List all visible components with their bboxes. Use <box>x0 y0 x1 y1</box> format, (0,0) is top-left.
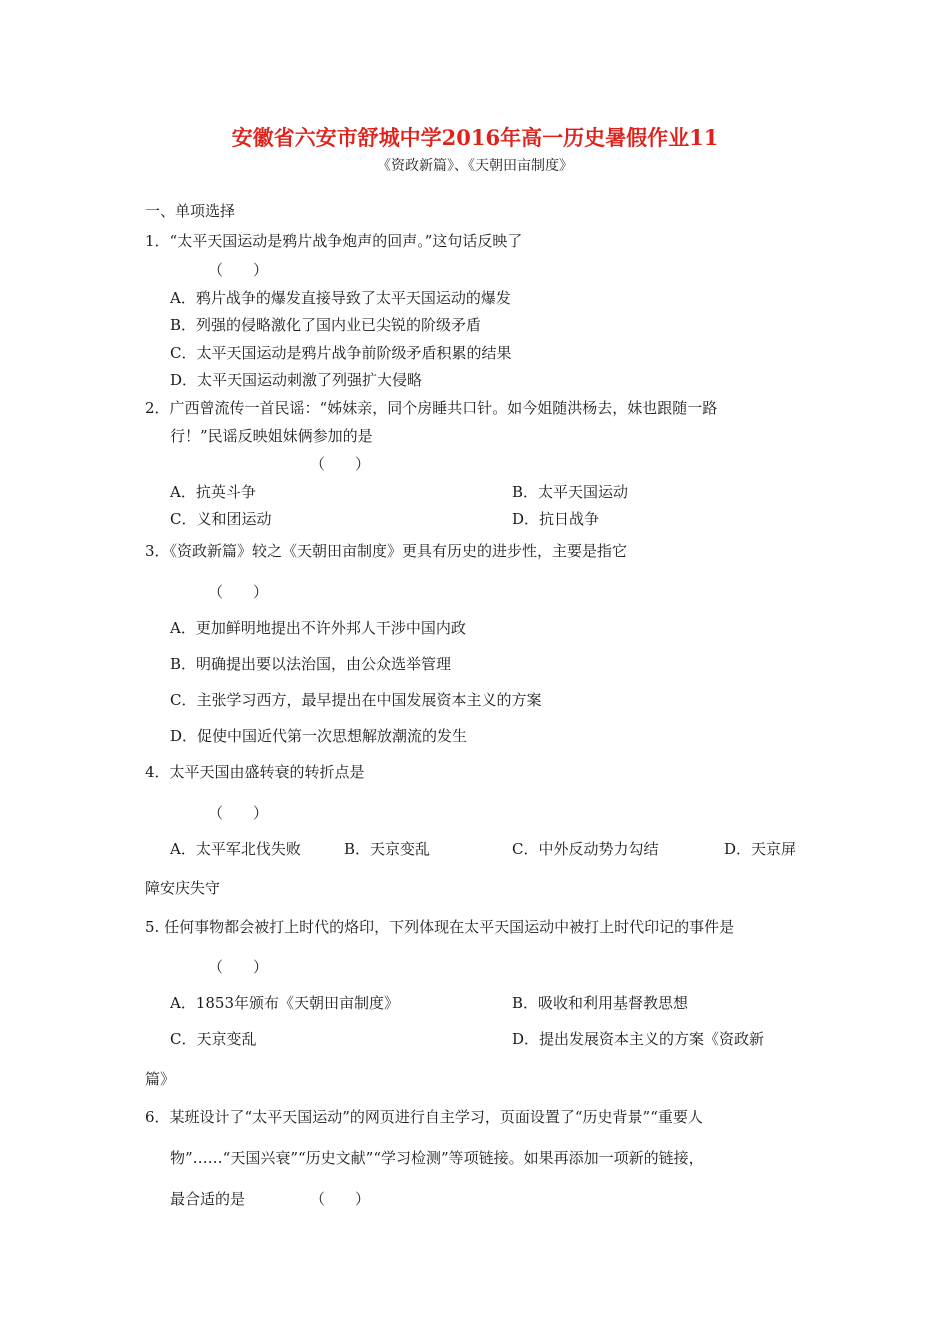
q1-answer-paren: （ ） <box>208 261 269 279</box>
section-heading: 一、单项选择 <box>145 202 236 220</box>
document-title: 安徽省六安市舒城中学2016年高一历史暑假作业11 <box>231 125 719 150</box>
q6-answer-paren: （ ） <box>310 1190 371 1208</box>
q4-option-d-line2: 障安庆失守 <box>145 879 221 897</box>
q1-stem: 1．“太平天国运动是鸦片战争炮声的回声。”这句话反映了 <box>145 232 523 250</box>
q6-stem-line2: 物”……“天国兴衰”“历史文献”“学习检测”等项链接。如果再添加一项新的链接， <box>170 1149 704 1167</box>
document-subtitle: 《资政新篇》、《天朝田亩制度》 <box>377 158 573 174</box>
q4-option-b: B．天京变乱 <box>344 840 431 858</box>
q1-option-d: D．太平天国运动刺激了列强扩大侵略 <box>170 371 423 389</box>
q3-option-a: A．更加鲜明地提出不许外邦人干涉中国内政 <box>170 619 466 637</box>
q2-option-c: C．义和团运动 <box>170 510 272 528</box>
q5-option-d-line2: 篇》 <box>145 1070 176 1088</box>
q5-option-a: A．1853年颁布《天朝田亩制度》 <box>170 994 400 1012</box>
q1-option-b: B．列强的侵略激化了国内业已尖锐的阶级矛盾 <box>170 316 482 334</box>
q3-option-d: D．促使中国近代第一次思想解放潮流的发生 <box>170 727 468 745</box>
q3-option-c: C．主张学习西方，最早提出在中国发展资本主义的方案 <box>170 691 542 709</box>
q2-option-a: A．抗英斗争 <box>170 483 256 501</box>
q5-stem: 5. 任何事物都会被打上时代的烙印，下列体现在太平天国运动中被打上时代印记的事件是 <box>145 918 735 936</box>
q3-option-b: B．明确提出要以法治国，由公众选举管理 <box>170 655 452 673</box>
q4-answer-paren: （ ） <box>208 804 269 822</box>
q6-stem-line1: 6．某班设计了“太平天国运动”的网页进行自主学习，页面设置了“历史背景”“重要人 <box>145 1108 703 1126</box>
q1-option-a: A．鸦片战争的爆发直接导致了太平天国运动的爆发 <box>170 289 511 307</box>
q4-option-a: A．太平军北伐失败 <box>170 840 301 858</box>
q2-answer-paren: （ ） <box>310 455 371 473</box>
q5-answer-paren: （ ） <box>208 958 269 976</box>
q5-option-c: C．天京变乱 <box>170 1030 257 1048</box>
q5-option-b: B．吸收和利用基督教思想 <box>512 994 689 1012</box>
q2-stem-line2: 行！”民谣反映姐妹俩参加的是 <box>170 427 373 445</box>
q4-option-c: C．中外反动势力勾结 <box>512 840 659 858</box>
q3-stem: 3．《资政新篇》较之《天朝田亩制度》更具有历史的进步性，主要是指它 <box>145 542 628 560</box>
q4-option-d-line1: D．天京屏 <box>724 840 797 858</box>
q2-stem-line1: 2．广西曾流传一首民谣：“姊妹亲，同个房睡共口针。如今姐随洪杨去，妹也跟随一路 <box>145 399 718 417</box>
q2-option-b: B．太平天国运动 <box>512 483 629 501</box>
q4-stem: 4．太平天国由盛转衰的转折点是 <box>145 763 365 781</box>
q1-option-c: C．太平天国运动是鸦片战争前阶级矛盾积累的结果 <box>170 344 512 362</box>
q2-option-d: D．抗日战争 <box>512 510 600 528</box>
q6-stem-line3: 最合适的是 <box>170 1190 246 1208</box>
q3-answer-paren: （ ） <box>208 583 269 601</box>
q5-option-d-line1: D．提出发展资本主义的方案《资政新 <box>512 1030 765 1048</box>
